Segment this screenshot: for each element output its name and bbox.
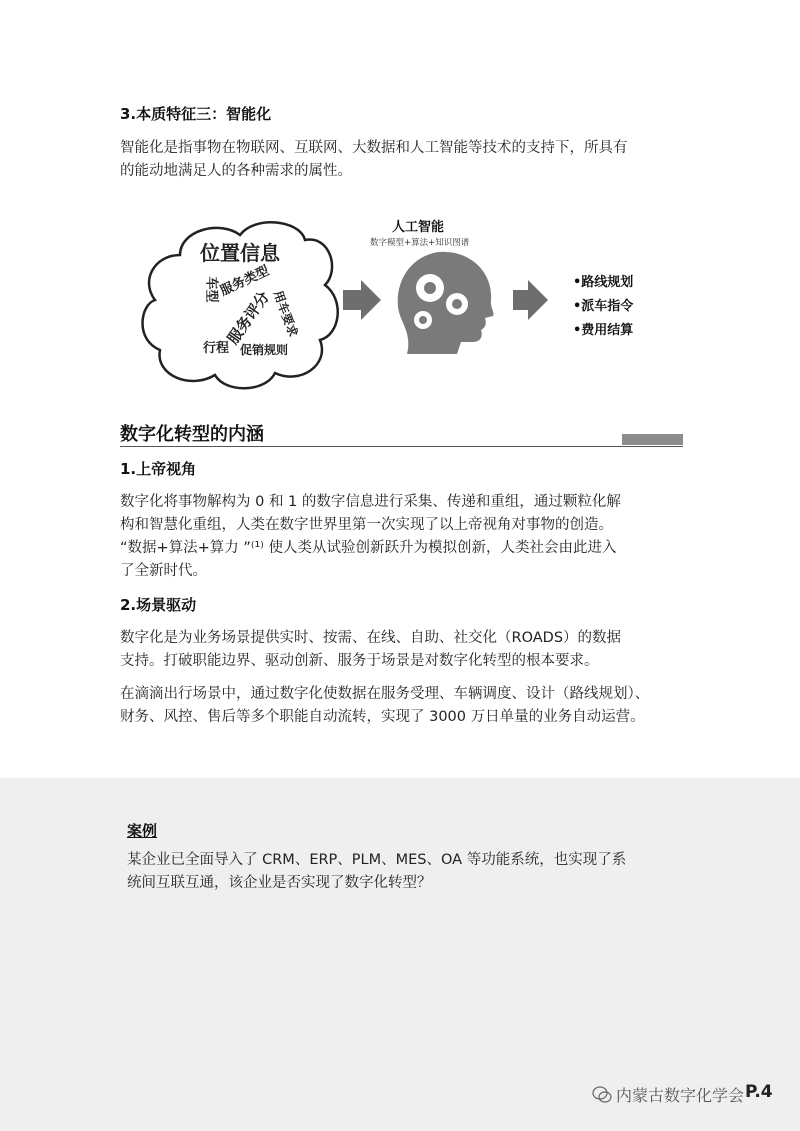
case-paragraph <box>127 849 697 895</box>
paragraph-line: 支持。打破职能边界、驱动创新、服务于场景是对数字化转型的根本要求。 <box>120 653 599 669</box>
output-item: •派车指令 <box>573 299 634 314</box>
arrow-right-icon <box>361 280 381 320</box>
paragraph-line: 在滴滴出行场景中，通过数字化使数据在服务受理、车辆调度、设计（路线规划）、 <box>120 686 650 702</box>
output-item: •费用结算 <box>573 323 634 338</box>
case-panel <box>0 778 800 1131</box>
section-accent-block <box>622 434 683 445</box>
paragraph-line: 数字化是为业务场景提供实时、按需、在线、自助、社交化（ROADS）的数据 <box>120 630 622 646</box>
arrow-body <box>513 290 528 310</box>
intelligence-diagram <box>140 215 700 390</box>
scene-driven-paragraph <box>120 627 690 673</box>
god-view-paragraph <box>120 491 690 583</box>
cloud-word-vehicle: 车型 <box>203 276 219 303</box>
output-item: •路线规划 <box>573 275 634 290</box>
didi-paragraph <box>120 683 690 729</box>
paragraph-line: 了全新时代。 <box>120 563 207 579</box>
paragraph-line: 构和智慧化重组，人类在数字世界里第一次实现了以上帝视角对事物的创造。 <box>120 517 613 533</box>
subheading-god-view: 1.上帝视角 <box>120 460 197 478</box>
paragraph-line: 智能化是指事物在物联网、互联网、大数据和人工智能等技术的支持下，所具有 <box>120 140 628 156</box>
paragraph-line: 数字化将事物解构为 0 和 1 的数字信息进行采集、传递和重组，通过颗粒化解 <box>120 494 621 510</box>
cloud-word-promo-rules: 促销规则 <box>240 343 289 357</box>
section-heading-intelligence: 3.本质特征三：智能化 <box>120 105 272 123</box>
cloud-word-location: 位置信息 <box>200 241 280 265</box>
ai-subtitle: 数字模型+算法+知识图谱 <box>370 238 470 248</box>
wechat-icon <box>592 1086 612 1104</box>
case-heading: 案例 <box>127 822 158 840</box>
cloud-word-trip: 行程 <box>203 341 230 356</box>
section-divider <box>120 446 683 447</box>
section-title: 数字化转型的内涵 <box>120 424 264 445</box>
subheading-scene-driven: 2.场景驱动 <box>120 596 197 614</box>
arrow-body <box>343 290 361 310</box>
paragraph-line: 某企业已全面导入了 CRM、ERP、PLM、MES、OA 等功能系统，也实现了系 <box>127 852 627 868</box>
watermark-text: 内蒙古数字化学会 <box>616 1086 745 1105</box>
intelligence-paragraph <box>120 137 690 183</box>
page-number: P.4 <box>745 1082 773 1102</box>
cloud-word-car-demand: 用车要求 <box>270 288 301 339</box>
arrow-right-icon <box>528 280 548 320</box>
ai-title: 人工智能 <box>392 220 445 235</box>
paragraph-line: “数据+算法+算力 ”⁽¹⁾ 使人类从试验创新跃升为模拟创新，人类社会由此进入 <box>120 540 617 556</box>
paragraph-line: 的能动地满足人的各种需求的属性。 <box>120 163 352 179</box>
head-gears-icon <box>395 250 495 355</box>
paragraph-line: 财务、风控、售后等多个职能自动流转，实现了 3000 万日单量的业务自动运营。 <box>120 709 645 725</box>
cloud-word-service-rating: 服务评分 <box>223 288 274 348</box>
paragraph-line: 统间互联互通，该企业是否实现了数字化转型？ <box>127 875 432 891</box>
cloud-word-service-type: 服务类型 <box>218 263 272 300</box>
